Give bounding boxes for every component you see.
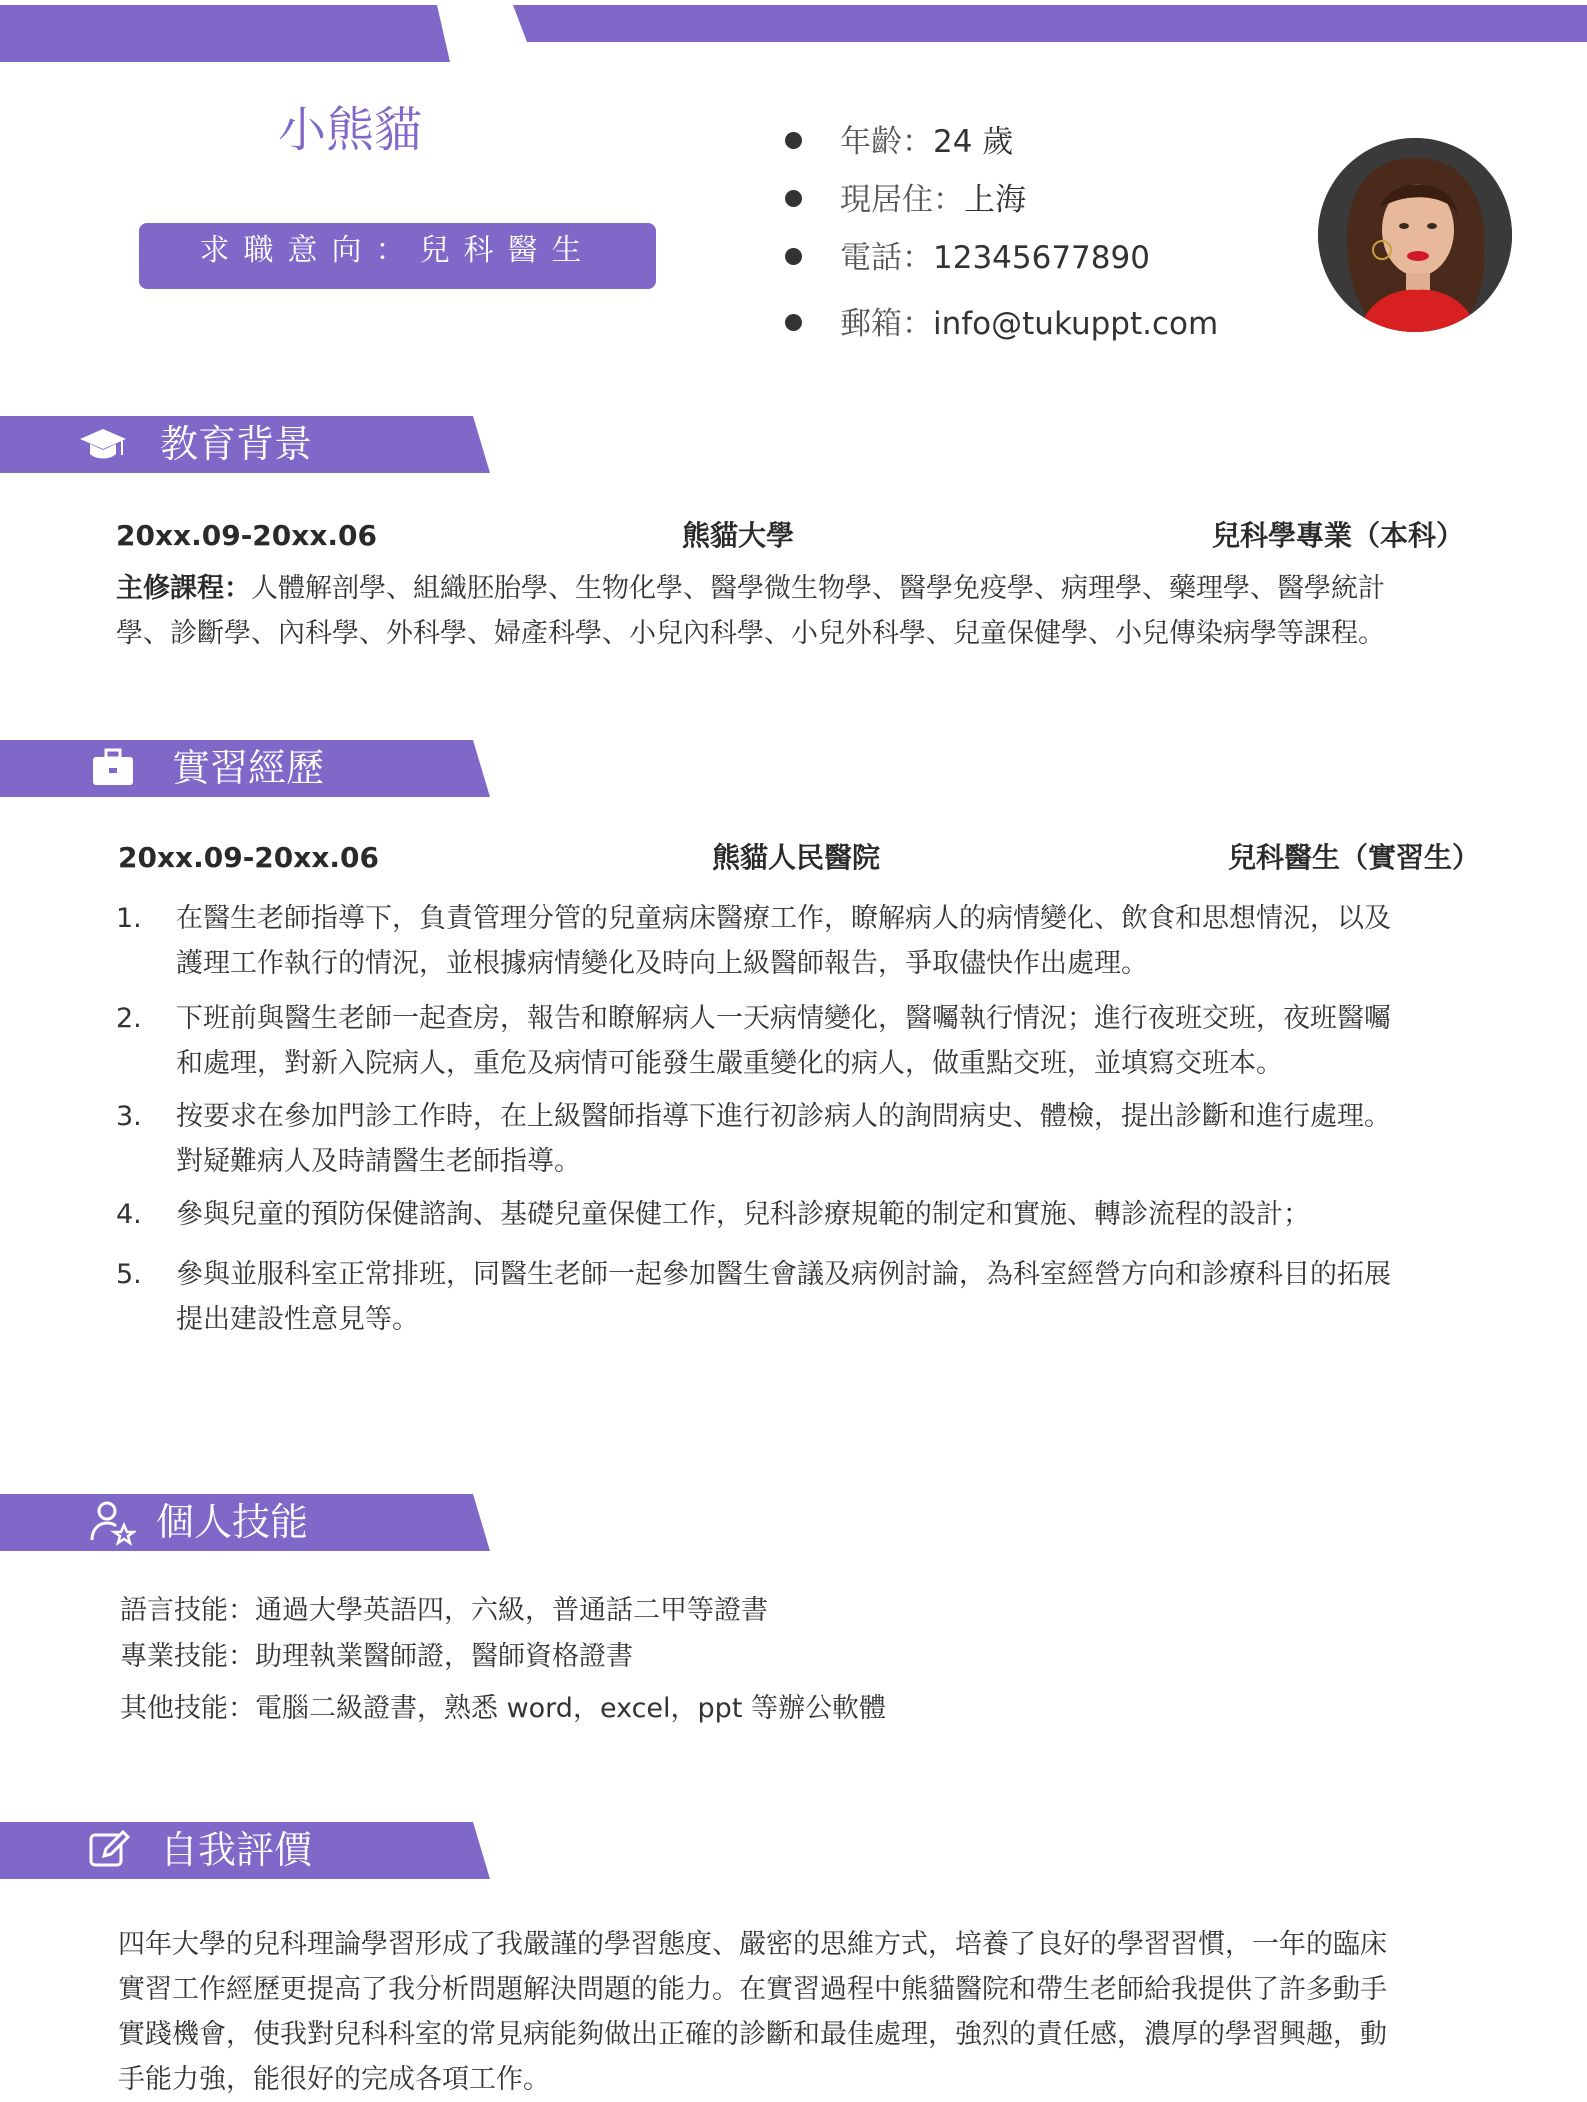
list-number: 4. xyxy=(116,1199,142,1230)
internship-role: 兒科醫生（實習生） xyxy=(1228,841,1481,874)
graduation-cap-icon xyxy=(78,419,128,469)
info-residence xyxy=(785,180,1026,220)
list-line-2: 護理工作執行的情況，並根據病情變化及時向上級醫師報告，爭取儘快作出處理。 xyxy=(176,948,1148,979)
section-title-skills: 個人技能 xyxy=(156,1500,309,1544)
section-title-self-eval: 自我評價 xyxy=(160,1828,313,1872)
skill-professional: 專業技能：助理執業醫師證，醫師資格證書 xyxy=(120,1641,633,1672)
edit-icon xyxy=(86,1826,136,1876)
info-email-value: info@tukuppt.com xyxy=(933,306,1219,342)
avatar xyxy=(1318,138,1512,332)
list-line-1: 參與並服科室正常排班，同醫生老師一起參加醫生會議及病例討論，為科室經營方向和診療科目的拓展 xyxy=(176,1259,1391,1290)
skill-language: 語言技能：通過大學英語四，六級，普通話二甲等證書 xyxy=(120,1595,768,1626)
list-number: 1. xyxy=(116,903,142,934)
education-school: 熊貓大學 xyxy=(682,519,795,552)
info-residence-label: 現居住： xyxy=(840,182,964,218)
person-star-icon xyxy=(88,1498,138,1548)
list-number: 5. xyxy=(116,1259,142,1290)
list-number: 2. xyxy=(116,1003,142,1034)
list-line-1: 下班前與醫生老師一起查房，報告和瞭解病人一天病情變化，醫囑執行情況；進行夜班交班，夜班醫囑 xyxy=(176,1003,1391,1034)
list-line-1: 按要求在參加門診工作時，在上級醫師指導下進行初診病人的詢問病史、體檢，提出診斷和進行處理。 xyxy=(176,1101,1391,1132)
list-line-2: 和處理，對新入院病人，重危及病情可能發生嚴重變化的病人，做重點交班，並填寫交班本。 xyxy=(176,1048,1283,1079)
skill-other: 其他技能：電腦二級證書，熟悉 word，excel，ppt 等辦公軟體 xyxy=(120,1693,886,1724)
self-eval-line: 實踐機會，使我對兒科科室的常見病能夠做出正確的診斷和最佳處理，強烈的責任感，濃厚的學習興趣，動 xyxy=(118,2019,1387,2050)
courses-line-1: 人體解剖學、組織胚胎學、生物化學、醫學微生物學、醫學免疫學、病理學、藥理學、醫學統計 xyxy=(251,573,1385,604)
top-right-bar xyxy=(513,5,1587,42)
info-phone xyxy=(785,238,1150,278)
list-line-2: 對疑難病人及時請醫生老師指導。 xyxy=(176,1146,581,1177)
bullet-dot-icon xyxy=(785,248,802,265)
list-line-1: 在醫生老師指導下，負責管理分管的兒童病床醫療工作，瞭解病人的病情變化、飲食和思想情況，以及 xyxy=(176,903,1391,934)
courses-line-2: 學、診斷學、內科學、外科學、婦產科學、小兒內科學、小兒外科學、兒童保健學、小兒傳染病學等課程。 xyxy=(116,618,1385,649)
self-eval-text xyxy=(118,1922,1518,2102)
job-intent-badge: 求職意向：兒科醫生 xyxy=(139,223,656,289)
bullet-dot-icon xyxy=(785,132,802,149)
courses-label: 主修課程： xyxy=(116,573,251,604)
self-eval-line: 四年大學的兒科理論學習形成了我嚴謹的學習態度、嚴密的思維方式，培養了良好的學習習慣，一年的臨床 xyxy=(118,1929,1387,1960)
list-item xyxy=(116,1094,1496,1184)
bullet-dot-icon xyxy=(785,314,802,331)
briefcase-icon xyxy=(90,744,140,794)
info-residence-value: 上海 xyxy=(964,182,1026,218)
bullet-dot-icon xyxy=(785,190,802,207)
info-phone-label: 電話： xyxy=(840,240,933,276)
top-left-bar xyxy=(0,5,450,62)
candidate-name: 小熊貓 xyxy=(277,102,422,158)
list-line-2: 提出建設性意見等。 xyxy=(176,1304,419,1335)
list-item xyxy=(116,896,1496,986)
info-phone-value: 12345677890 xyxy=(933,240,1150,276)
info-age xyxy=(785,122,1013,162)
info-age-label: 年齡： xyxy=(840,124,933,160)
list-item xyxy=(116,1252,1496,1342)
education-major: 兒科學專業（本科） xyxy=(1212,519,1465,552)
list-item xyxy=(116,996,1496,1086)
section-title-internship: 實習經歷 xyxy=(172,746,325,790)
internship-period: 20xx.09-20xx.06 xyxy=(118,841,379,874)
list-item xyxy=(116,1192,1496,1237)
education-courses xyxy=(116,566,1516,656)
list-line-1: 參與兒童的預防保健諮詢、基礎兒童保健工作，兒科診療規範的制定和實施、轉診流程的設計； xyxy=(176,1199,1310,1230)
info-email xyxy=(785,304,1218,344)
education-period: 20xx.09-20xx.06 xyxy=(116,519,377,552)
self-eval-line: 實習工作經歷更提高了我分析問題解決問題的能力。在實習過程中熊貓醫院和帶生老師給我提供了許多動手 xyxy=(118,1974,1387,2005)
internship-hospital: 熊貓人民醫院 xyxy=(712,841,881,874)
list-number: 3. xyxy=(116,1101,142,1132)
section-title-education: 教育背景 xyxy=(160,422,313,466)
info-email-label: 郵箱： xyxy=(840,306,933,342)
self-eval-line: 手能力強，能很好的完成各項工作。 xyxy=(118,2064,550,2095)
info-age-value: 24 歲 xyxy=(933,124,1014,160)
